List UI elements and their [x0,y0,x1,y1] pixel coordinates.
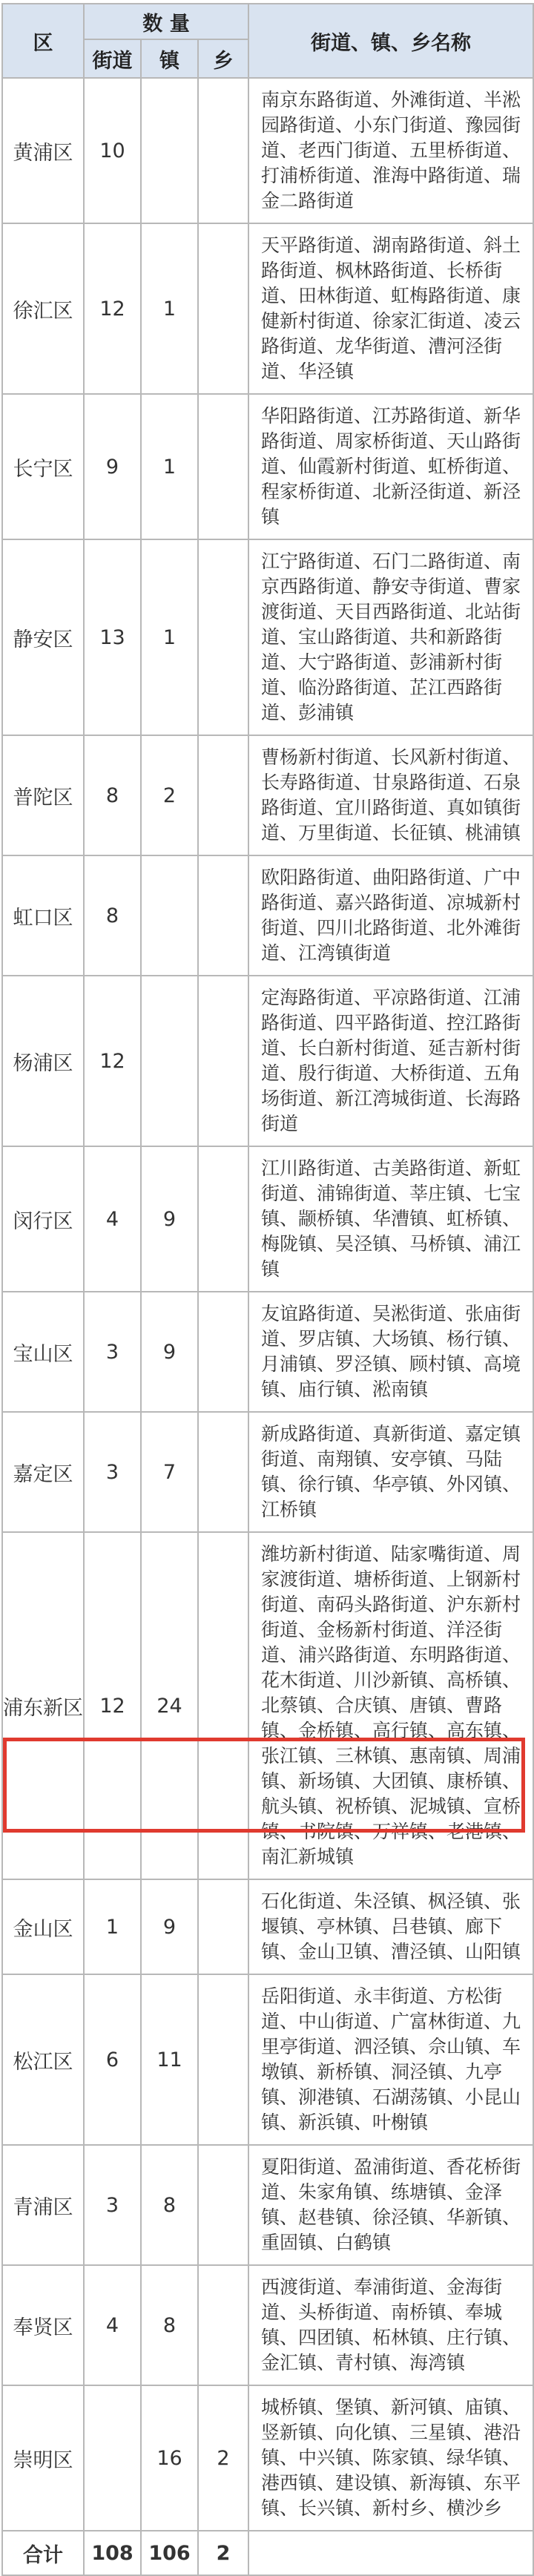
total-township: 2 [198,2531,248,2575]
subdistrict-count: 13 [84,539,141,735]
subdistrict-count: 3 [84,2145,141,2265]
subdistrict-count: 8 [84,735,141,855]
district-cell: 奉贤区 [2,2265,84,2385]
district-cell: 杨浦区 [2,976,84,1146]
town-count: 8 [141,2265,198,2385]
table-row [2,2145,533,2265]
district-cell: 虹口区 [2,855,84,976]
township-count [198,223,248,394]
township-count [198,539,248,735]
district-cell: 嘉定区 [2,1412,84,1532]
district-cell: 金山区 [2,1879,84,1974]
names-cell: 岳阳街道、永丰街道、方松街道、中山街道、广富林街道、九里亭街道、泗泾镇、佘山镇、车墩镇、新桥镇、洞泾镇、九亭镇、泖港镇、石湖荡镇、小昆山镇、新浜镇、叶榭镇 [248,1974,533,2145]
district-cell: 青浦区 [2,2145,84,2265]
town-count: 9 [141,1879,198,1974]
town-count: 11 [141,1974,198,2145]
district-cell: 松江区 [2,1974,84,2145]
subdistrict-count: 10 [84,78,141,223]
township-count [198,1146,248,1292]
township-count [198,1412,248,1532]
district-cell: 黄浦区 [2,78,84,223]
township-count [198,1974,248,2145]
header-quantity: 数 量 [84,4,248,39]
names-cell: 石化街道、朱泾镇、枫泾镇、张堰镇、亭林镇、吕巷镇、廊下镇、金山卫镇、漕泾镇、山阳镇 [248,1879,533,1974]
town-count: 9 [141,1292,198,1412]
total-row [2,2531,533,2575]
table-row [2,539,533,735]
township-count [198,1532,248,1879]
table-row [2,394,533,539]
header-names: 街道、镇、乡名称 [248,4,533,78]
subdistrict-count: 4 [84,2265,141,2385]
town-count: 1 [141,539,198,735]
town-count: 9 [141,1146,198,1292]
town-count [141,976,198,1146]
town-count [141,78,198,223]
names-cell: 华阳路街道、江苏路街道、新华路街道、周家桥街道、天山路街道、仙霞新村街道、虹桥街道、程家桥街道、北新泾街道、新泾镇 [248,394,533,539]
table-row [2,735,533,855]
subdistrict-count: 9 [84,394,141,539]
names-cell: 城桥镇、堡镇、新河镇、庙镇、竖新镇、向化镇、三星镇、港沿镇、中兴镇、陈家镇、绿华镇、港西镇、建设镇、新海镇、东平镇、长兴镇、新村乡、横沙乡 [248,2385,533,2531]
header-township: 乡 [198,39,248,78]
town-count: 2 [141,735,198,855]
district-cell: 静安区 [2,539,84,735]
township-count [198,1292,248,1412]
township-count [198,78,248,223]
table-row [2,976,533,1146]
names-cell: 定海路街道、平凉路街道、江浦路街道、四平路街道、控江路街道、长白新村街道、延吉新村街道、殷行街道、大桥街道、五角场街道、新江湾城街道、长海路街道 [248,976,533,1146]
table-row [2,1974,533,2145]
header-subdistrict: 街道 [84,39,141,78]
town-count: 8 [141,2145,198,2265]
district-cell: 徐汇区 [2,223,84,394]
township-count [198,1879,248,1974]
district-cell: 浦东新区 [2,1532,84,1879]
table-row [2,2385,533,2531]
names-cell: 欧阳路街道、曲阳路街道、广中路街道、嘉兴路街道、凉城新村街道、四川北路街道、北外滩街道、江湾镇街道 [248,855,533,976]
header-district: 区 [2,4,84,78]
district-table [1,3,534,2576]
township-count [198,976,248,1146]
subdistrict-count: 6 [84,1974,141,2145]
town-count: 16 [141,2385,198,2531]
table-row [2,2265,533,2385]
names-cell: 西渡街道、奉浦街道、金海街道、头桥街道、南桥镇、奉城镇、四团镇、柘林镇、庄行镇、金汇镇、青村镇、海湾镇 [248,2265,533,2385]
total-town: 106 [141,2531,198,2575]
names-cell: 江宁路街道、石门二路街道、南京西路街道、静安寺街道、曹家渡街道、天目西路街道、北站街道、宝山路街道、共和新路街道、大宁路街道、彭浦新村街道、临汾路街道、芷江西路街道、彭浦镇 [248,539,533,735]
table-row [2,1532,533,1879]
subdistrict-count: 1 [84,1879,141,1974]
table-row [2,78,533,223]
names-cell: 潍坊新村街道、陆家嘴街道、周家渡街道、塘桥街道、上钢新村街道、南码头路街道、沪东新村街道、金杨新村街道、洋泾街道、浦兴路街道、东明路街道、花木街道、川沙新镇、高桥镇、北蔡镇、合庆镇、唐镇、曹路镇、金桥镇、高行镇、高东镇、张江镇、三林镇、惠南镇、周浦镇、新场镇、大团镇、康桥镇、航头镇、祝桥镇、泥城镇、宣桥镇、书院镇、万祥镇、老港镇、南汇新城镇 [248,1532,533,1879]
district-cell: 崇明区 [2,2385,84,2531]
district-cell: 闵行区 [2,1146,84,1292]
subdistrict-count: 12 [84,223,141,394]
town-count: 24 [141,1532,198,1879]
township-count [198,735,248,855]
names-cell: 南京东路街道、外滩街道、半淞园路街道、小东门街道、豫园街道、老西门街道、五里桥街道、打浦桥街道、淮海中路街道、瑞金二路街道 [248,78,533,223]
table-row [2,1412,533,1532]
township-count [198,2145,248,2265]
subdistrict-count [84,2385,141,2531]
subdistrict-count: 3 [84,1292,141,1412]
subdistrict-count: 4 [84,1146,141,1292]
table-row [2,223,533,394]
names-cell: 江川路街道、古美路街道、新虹街道、浦锦街道、莘庄镇、七宝镇、颛桥镇、华漕镇、虹桥镇、梅陇镇、吴泾镇、马桥镇、浦江镇 [248,1146,533,1292]
town-count: 1 [141,394,198,539]
township-count [198,2265,248,2385]
subdistrict-count: 12 [84,1532,141,1879]
names-cell: 新成路街道、真新街道、嘉定镇街道、南翔镇、安亭镇、马陆镇、徐行镇、华亭镇、外冈镇、江桥镇 [248,1412,533,1532]
names-cell: 友谊路街道、吴淞街道、张庙街道、罗店镇、大场镇、杨行镇、月浦镇、罗泾镇、顾村镇、高境镇、庙行镇、淞南镇 [248,1292,533,1412]
names-cell: 曹杨新村街道、长风新村街道、长寿路街道、甘泉路街道、石泉路街道、宜川路街道、真如镇街道、万里街道、长征镇、桃浦镇 [248,735,533,855]
names-cell: 天平路街道、湖南路街道、斜土路街道、枫林路街道、长桥街道、田林街道、虹梅路街道、康健新村街道、徐家汇街道、凌云路街道、龙华街道、漕河泾街道、华泾镇 [248,223,533,394]
town-count: 1 [141,223,198,394]
subdistrict-count: 8 [84,855,141,976]
total-label: 合计 [2,2531,84,2575]
table-row [2,1292,533,1412]
table-row [2,855,533,976]
town-count: 7 [141,1412,198,1532]
township-count: 2 [198,2385,248,2531]
district-cell: 宝山区 [2,1292,84,1412]
district-cell: 长宁区 [2,394,84,539]
names-cell: 夏阳街道、盈浦街道、香花桥街道、朱家角镇、练塘镇、金泽镇、赵巷镇、徐泾镇、华新镇、重固镇、白鹤镇 [248,2145,533,2265]
total-names [248,2531,533,2575]
table-row [2,1146,533,1292]
township-count [198,855,248,976]
town-count [141,855,198,976]
table-row [2,1879,533,1974]
subdistrict-count: 3 [84,1412,141,1532]
header-town: 镇 [141,39,198,78]
total-subdistrict: 108 [84,2531,141,2575]
subdistrict-count: 12 [84,976,141,1146]
township-count [198,394,248,539]
district-cell: 普陀区 [2,735,84,855]
